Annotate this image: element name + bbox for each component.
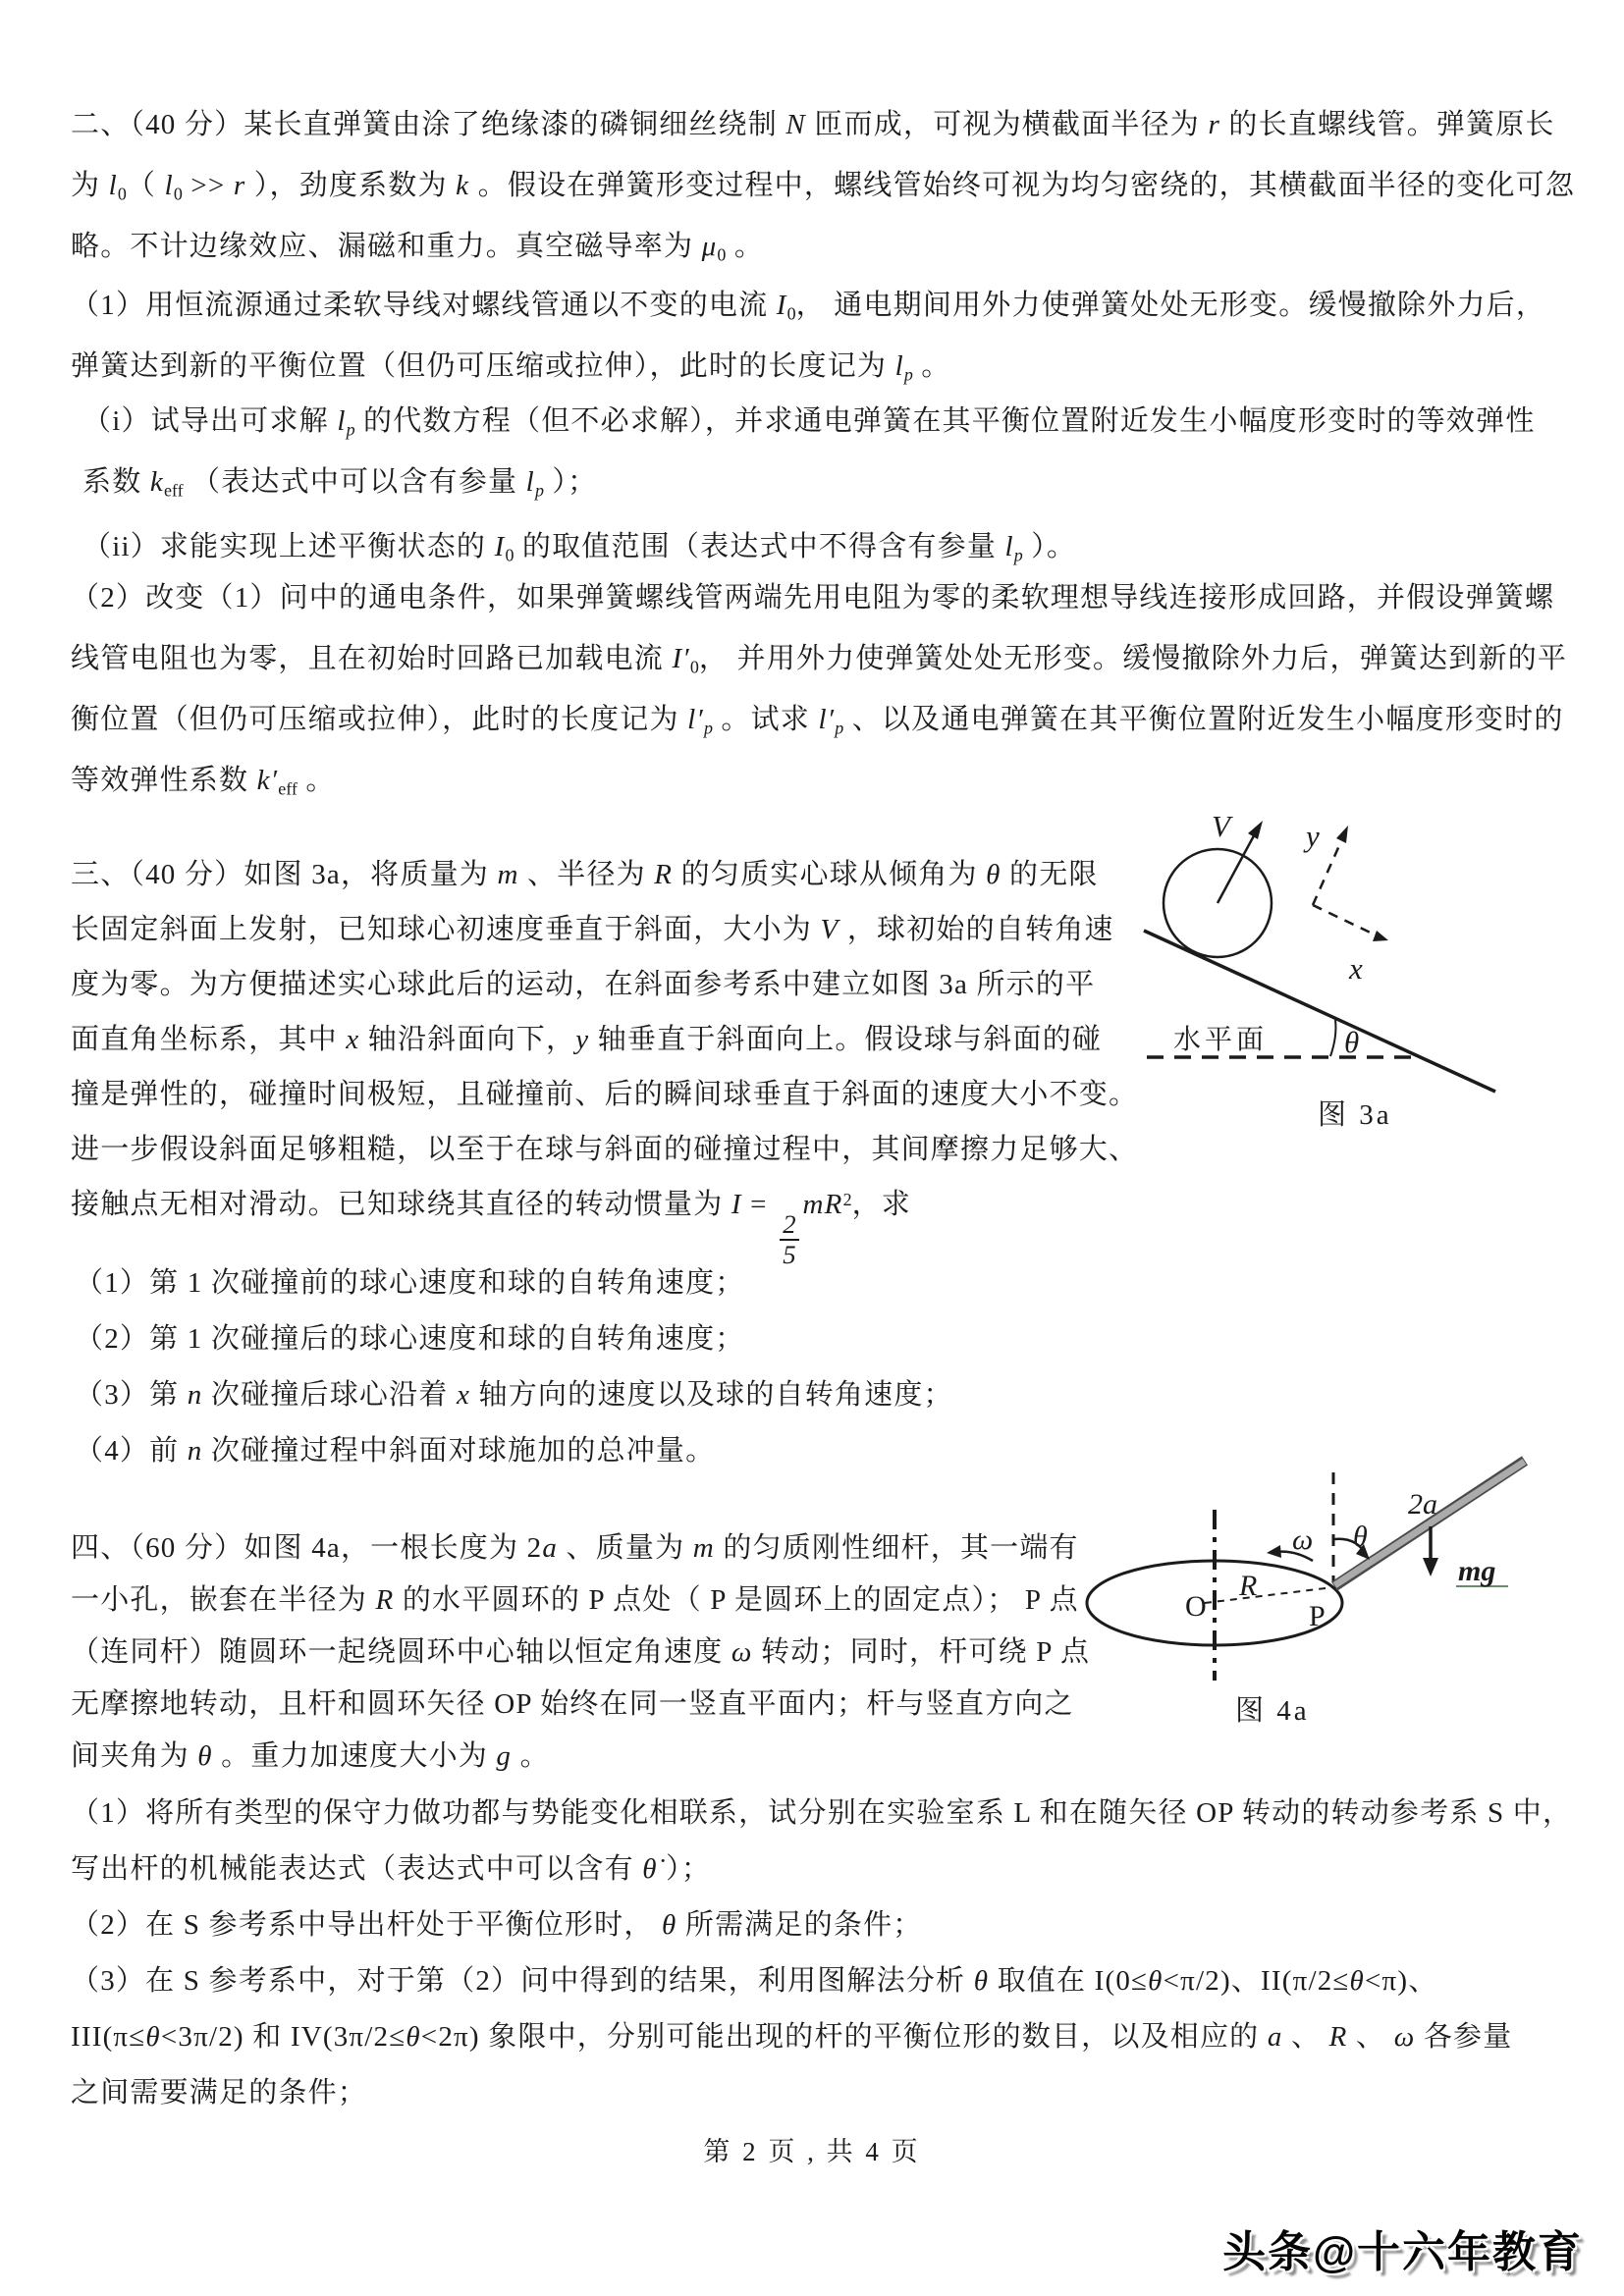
theta-label: θ [1344,1025,1360,1059]
problem-2-part2 [71,575,1567,819]
text-line: 面直角坐标系，其中 x 轴沿斜面向下，y 轴垂直于斜面向上。假设球与斜面的碰 [71,1024,1103,1055]
mg-arrowhead [1423,1558,1438,1576]
text-line: III(π≤θ<3π/2) 和 IV(3π/2≤θ<2π) 象限中，分别可能出现的杆的平衡位形的数目，以及相应的 a 、 R 、 ω 各参量 [71,2021,1513,2053]
problem-2-part1 [71,283,1545,404]
text-line: 系数 $k_{eff}$ （表达式中可以含有参量 $l_p$ ）； [82,466,598,501]
x-axis-arrowhead [1373,931,1388,941]
figure-4a-caption: 图 4a [1235,1695,1310,1727]
text-line: 之间需要满足的条件； [71,2077,368,2109]
problem-2-intro [71,102,1575,285]
ground-label: 水平面 [1173,1025,1269,1055]
omega-arrowhead [1267,1545,1281,1558]
rod-angle-label: θ [1353,1521,1368,1553]
x-axis-label: x [1349,951,1363,986]
text-line: 写出杆的机械能表达式（表达式中可以含有 θ̇ ）； [71,1853,712,1885]
problem-3-body [71,852,1139,1269]
text-line: （3）在 S 参考系中，对于第（2）问中得到的结果，利用图解法分析 θ 取值在 I(0≤θ<π/2)、II(π/2≤θ<π)、 [71,1965,1438,1997]
y-axis-label: y [1306,819,1320,853]
text-line: （4）前 n 次碰撞过程中斜面对球施加的总冲量。 [75,1435,716,1467]
text-line: 接触点无相对滑动。已知球绕其直径的转动惯量为 I = $\frac{2}{5}$ $mR^2$，求 [71,1189,911,1269]
watermark: 头条@十六年教育 [1222,2228,1583,2276]
text-line: 四、（60 分）如图 4a，一根长度为 2a 、质量为 m 的匀质刚性细杆，其一端有 [71,1532,1079,1564]
problem-4-body [71,1525,1090,1786]
text-line: 间夹角为 θ 。重力加速度大小为 g 。 [71,1740,550,1772]
text-line: （连同杆）随圆环一起绕圆环中心轴以恒定角速度 ω 转动；同时，杆可绕 P 点 [71,1636,1091,1668]
text-line: 略。不计边缘效应、漏磁和重力。真空磁导率为 $\mu_0$ 。 [71,231,765,265]
text-line: 为 $l_0$（ $l_0 >> r$ ），劲度系数为 k 。假设在弹簧形变过程中，螺线管始终可视为均匀密绕的，其横截面半径的变化可忽 [71,170,1576,204]
text-line: 线管电阻也为零，且在初始时回路已加载电流 $I'_0$， 并用外力使弹簧处处无形变。缓慢撤除外力后，弹簧达到新的平 [71,643,1568,677]
text-line: 等效弹性系数 $k'_{eff}$ 。 [71,765,336,799]
text-line: 二、（40 分）某长直弹簧由涂了绝缘漆的磷铜细丝绕制 N 匝而成，可视为横截面半径为 r 的长直螺线管。弹簧原长 [71,109,1555,140]
text-line: （2）在 S 参考系中导出杆处于平衡位形时， θ 所需满足的条件； [71,1909,923,1941]
weight-label: mg [1458,1555,1496,1587]
text-line: 撞是弹性的，碰撞时间极短，且碰撞前、后的瞬间球垂直于斜面的速度大小不变。 [71,1079,1139,1110]
text-line: 一小孔，嵌套在半径为 R 的水平圆环的 P 点处（ P 是圆环上的固定点）； P 点 [71,1584,1079,1616]
x-axis-dashed-line [1313,905,1380,937]
text-line: 弹簧达到新的平衡位置（但仍可压缩或拉伸），此时的长度记为 $l_p$ 。 [71,350,951,385]
problem-2-sub-i [82,399,1536,520]
text-line: 长固定斜面上发射，已知球心初速度垂直于斜面，大小为 V ，球初始的自转角速 [71,914,1114,945]
text-line: （ii）求能实现上述平衡状态的 $I_0$ 的取值范围（表达式中不得含有参量 $l_p$ ）。 [82,531,1077,565]
problem-3-questions [75,1260,953,1484]
y-axis-arrowhead [1336,826,1348,843]
text-line: （1）用恒流源通过柔软导线对螺线管通以不变的电流 $I_0$， 通电期间用外力使弹簧处处无形变。缓慢撤除外力后， [71,290,1546,324]
text-line: （1）将所有类型的保守力做功都与势能变化相联系，试分别在实验室系 L 和在随矢径 OP 转动的转动参考系 S 中， [71,1797,1573,1829]
figure-4a [1070,1453,1624,1747]
figure-3a [1119,793,1624,1154]
text-line: 三、（40 分）如图 3a，将质量为 m 、半径为 R 的匀质实心球从倾角为 θ 的无限 [71,859,1099,890]
text-line: （i）试导出可求解 $l_p$ 的代数方程（但不必求解），并求通电弹簧在其平衡位置附近发生小幅度形变时的等效弹性 [82,405,1536,440]
text-line: （3）第 n 次碰撞后球心沿着 x 轴方向的速度以及球的自转角速度； [75,1379,953,1411]
center-label: O [1185,1590,1207,1623]
page-number: 第 2 页 , 共 4 页 [703,2137,921,2166]
text-line: （2）改变（1）问中的通电条件，如果弹簧螺线管两端先用电阻为零的柔软理想导线连接形成回路，并假设弹簧螺 [71,582,1555,614]
text-line: （2）第 1 次碰撞后的球心速度和球的自转角速度； [75,1323,745,1355]
incline-line [1144,931,1495,1092]
rod-length-label: 2a [1408,1488,1437,1521]
radius-label: R [1239,1570,1258,1602]
text-line: 度为零。为方便描述实心球此后的运动，在斜面参考系中建立如图 3a 所示的平 [71,969,1096,1000]
problem-4-questions [71,1790,1572,2126]
text-line: 无摩擦地转动，且杆和圆环矢径 OP 始终在同一竖直平面内；杆与竖直方向之 [71,1688,1074,1720]
pivot-label: P [1309,1600,1326,1632]
theta-arc [1330,1020,1335,1056]
text-line: 衡位置（但仍可压缩或拉伸），此时的长度记为 $l'_p$ 。试求 $l'_p$ 、以及通电弹簧在其平衡位置附近发生小幅度形变时的 [71,704,1564,738]
text-line: （1）第 1 次碰撞前的球心速度和球的自转角速度； [75,1267,745,1299]
text-line: 进一步假设斜面足够粗糙，以至于在球与斜面的碰撞过程中，其间摩擦力足够大、 [71,1134,1139,1165]
velocity-arrowhead [1248,821,1263,839]
figure-3a-caption: 图 3a [1318,1099,1392,1131]
omega-label: ω [1292,1523,1314,1556]
velocity-label: V [1212,809,1230,843]
